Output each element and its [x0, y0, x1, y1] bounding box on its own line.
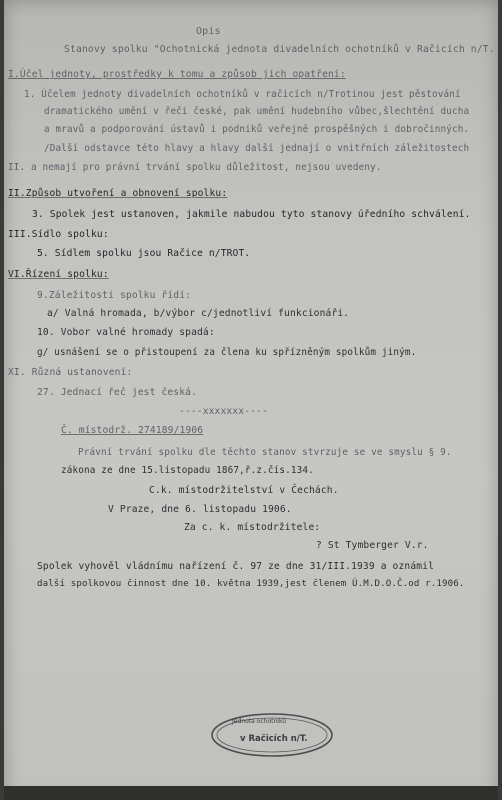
section-1-paragraph-line: 1. Účelem jednoty divadelních ochotníků v račicích n/Trotinou jest pěstování [24, 89, 461, 100]
section-6-paragraph: g/ usnášení se o přistoupení za člena ku spřízněným spolkům jiným. [37, 347, 417, 358]
approval-for: Za c. k. místodržitele: [184, 522, 321, 533]
approval-line: Právní trvání spolku dle těchto stanov stvrzuje se ve smyslu § 9. [78, 447, 452, 458]
section-1-paragraph-line: dramatického umění v řeči české, pak umění hudebního vůbec,šlechtění ducha [44, 106, 470, 117]
section-6-paragraph: 10. Vobor valné hromady spadá: [37, 327, 215, 338]
document-page [4, 0, 498, 800]
approval-office: C.k. místodržitelství v Čechách. [149, 485, 339, 496]
section-3-heading: III.Sídlo spolku: [8, 229, 109, 240]
bottom-edge [4, 786, 498, 800]
section-2-heading: II.Způsob utvoření a obnovení spolku: [8, 188, 228, 199]
association-stamp [210, 712, 334, 758]
section-6-paragraph: a/ Valná hromada, b/výbor c/jednotliví funkcionáři. [47, 308, 350, 319]
closing-line: další spolkovou činnost dne 10. května 1939,jest členem Ú.M.D.O.Č.od r.1906. [37, 579, 465, 589]
section-2-paragraph: 3. Spolek jest ustanoven, jakmile nabudou tyto stanovy úředního schválení. [32, 209, 471, 220]
section-1-paragraph-line: a mravů a podporování ústavů i podniků veřejně prospěšných i dobročinných. [44, 124, 470, 135]
document-title: Opis [196, 26, 221, 37]
stamp-text-bottom: v Račicích n/T. [240, 734, 308, 744]
section-11-heading: XI. Různá ustanovení: [8, 367, 133, 378]
section-3-paragraph: 5. Sídlem spolku jsou Račice n/TROT. [37, 248, 251, 259]
section-1-paragraph-line: II. a nemají pro právní trvání spolku důležitost, nejsou uvedeny. [8, 162, 382, 173]
approval-line: zákona ze dne 15.listopadu 1867,ř.z.čís.134. [61, 465, 314, 476]
section-6-heading: VI.Řízení spolku: [8, 269, 109, 280]
section-11-paragraph: 27. Jednací řeč jest česká. [37, 387, 197, 398]
document-heading: Stanovy spolku "Ochotnická jednota divadelních ochotníků v Račicích n/T. [64, 44, 495, 55]
approval-reference: Č. místodrž. 274189/1906 [61, 425, 204, 436]
section-1-paragraph-line: /Další odstavce této hlavy a hlavy další jednají o vnitřních záležitostech [44, 143, 470, 154]
closing-line: Spolek vyhověl vládnímu nařízení č. 97 ze dne 31/III.1939 a oznámil [37, 561, 435, 572]
section-1-heading: I.Účel jednoty, prostředky k tomu a způsob jich opatření: [8, 69, 346, 80]
approval-date: V Praze, dne 6. listopadu 1906. [108, 504, 292, 515]
stamp-text-top: Jednota ochotníků [232, 718, 287, 725]
approval-signature: ? St Tymberger V.r. [316, 540, 429, 551]
section-6-paragraph: 9.Záležitosti spolku řídí: [37, 290, 192, 301]
separator: ----xxxxxxx---- [179, 406, 268, 417]
